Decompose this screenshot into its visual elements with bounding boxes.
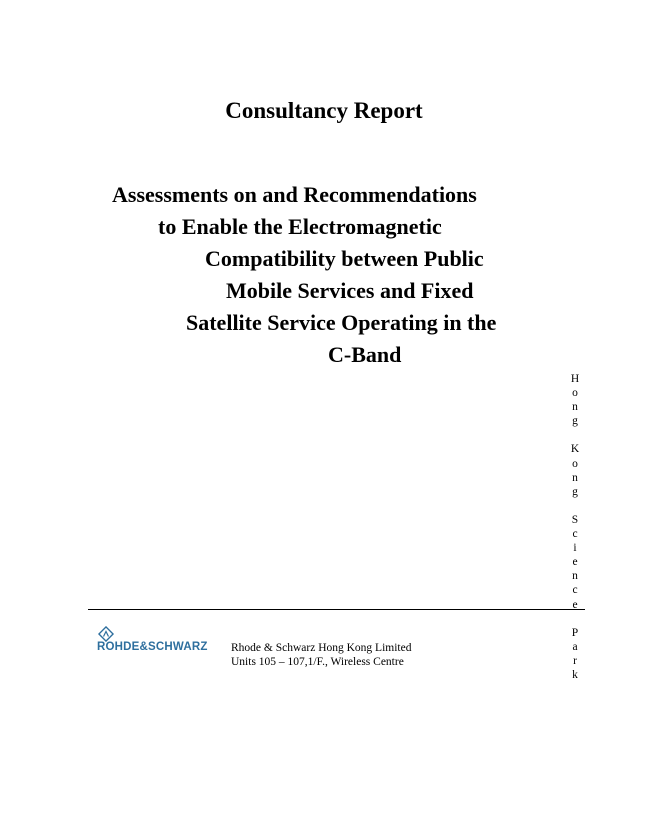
footer-divider [88,609,585,610]
company-address: Units 105 – 107,1/F., Wireless Centre [231,656,404,668]
title-line: to Enable the Electromagnetic [158,214,442,239]
title-line: C-Band [328,342,402,367]
rohde-schwarz-logo-icon [98,626,114,642]
vertical-location-text: H o n g K o n g S c i e n c e P a r k [570,373,580,681]
report-label: Consultancy Report [225,98,423,123]
title-line: Satellite Service Operating in the [186,310,497,335]
title-line: Assessments on and Recommendations [112,182,477,207]
company-name: Rhode & Schwarz Hong Kong Limited [231,642,412,654]
title-line: Mobile Services and Fixed [226,278,474,303]
title-line: Compatibility between Public [205,246,484,271]
company-info [231,641,411,669]
logo-brand-text: ROHDE&SCHWARZ [97,641,208,653]
